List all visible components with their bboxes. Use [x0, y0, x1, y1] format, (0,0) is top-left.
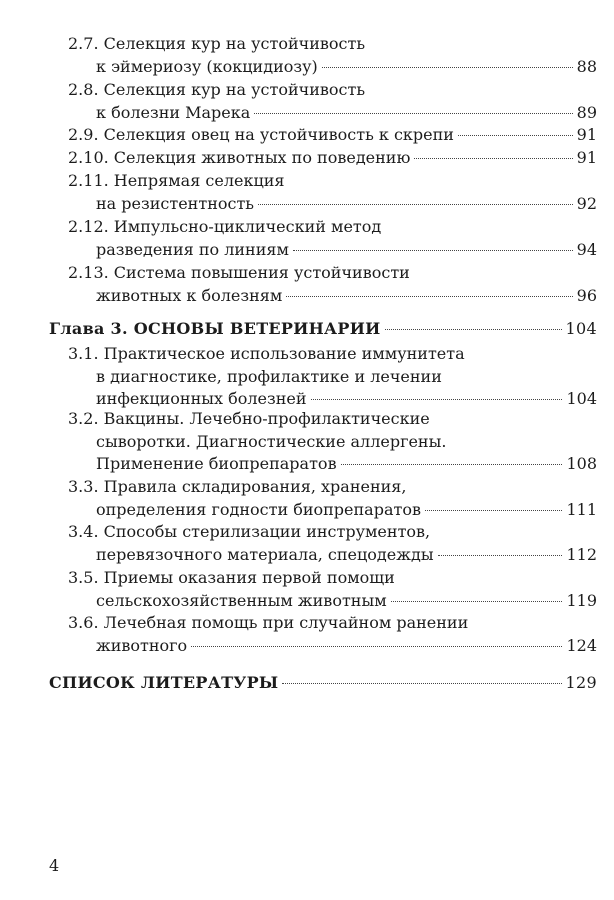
toc-entry-3-6: [68, 612, 597, 657]
toc-page-number: 119: [566, 590, 597, 610]
toc-entry-title-cont: определения годности биопрепаратов: [96, 499, 421, 519]
toc-page-number: 88: [576, 56, 597, 76]
toc-page-number: 104: [566, 389, 597, 408]
toc-entry-title: 2.7. Селекция кур на устойчивость: [68, 34, 366, 53]
toc-chapter-3: [49, 318, 597, 341]
toc-entry-title-cont: перевязочного материала, спецодежды: [96, 544, 434, 564]
dot-leader: [414, 158, 572, 159]
toc-entry-title-cont: инфекционных болезней: [96, 389, 307, 408]
toc-entry-title: 3.4. Способы стерилизации инструментов,: [68, 522, 431, 541]
toc-entry-title-cont: в диагностике, профилактике и лечении: [96, 366, 442, 386]
toc-entry-3-5: [68, 567, 597, 612]
references-title: СПИСОК ЛИТЕРАТУРЫ: [49, 673, 279, 692]
toc-entry-title-cont: к болезни Марека: [96, 102, 251, 122]
chapter-title: Глава 3. ОСНОВЫ ВЕТЕРИНАРИИ: [49, 319, 381, 338]
toc-page-number: 108: [566, 454, 597, 473]
toc-page-number: 91: [576, 125, 597, 144]
toc-page-number: 92: [576, 193, 597, 213]
toc-page-number: 111: [566, 499, 597, 519]
toc-entry-title: 2.9. Селекция овец на устойчивость к скрепи: [68, 125, 454, 144]
toc-entry-title-cont: животного: [96, 635, 188, 655]
toc-entry-title: 3.6. Лечебная помощь при случайном ранении: [68, 613, 469, 632]
page-number: 4: [49, 856, 60, 875]
dot-leader: [425, 510, 562, 511]
toc-entry-title-cont: на резистентность: [96, 193, 255, 213]
toc-page-number: 112: [566, 544, 597, 564]
toc-entry-title-cont: сельскохозяйственным животным: [96, 590, 387, 610]
toc-entry-2-8: [68, 79, 597, 124]
toc-entry-title: 2.13. Система повышения устойчивости: [68, 263, 410, 282]
dot-leader: [254, 113, 572, 114]
dot-leader: [258, 204, 573, 205]
toc-entry-title: 3.1. Практическое использование иммунитета: [68, 344, 465, 363]
toc-entry-title: 2.12. Импульсно-циклический метод: [68, 217, 382, 236]
dot-leader: [322, 67, 573, 68]
toc-page-number: 94: [576, 239, 597, 259]
toc-entry-2-7: [68, 33, 597, 78]
toc-entry-3-1: [68, 343, 597, 411]
dot-leader: [341, 464, 563, 465]
toc-entry-title: 3.3. Правила складирования, хранения,: [68, 477, 407, 496]
toc-page-number: 124: [566, 635, 597, 655]
toc-entry-title-cont: животных к болезням: [96, 285, 283, 305]
toc-page-number: 129: [565, 673, 597, 692]
toc-entry-2-12: [68, 216, 597, 261]
toc-entry-title: 3.2. Вакцины. Лечебно-профилактические: [68, 409, 430, 428]
toc-entry-title: 2.8. Селекция кур на устойчивость: [68, 80, 366, 99]
toc-page-number: 91: [576, 148, 597, 167]
toc-entry-2-10: [68, 147, 597, 170]
toc-entry-title-cont: Применение биопрепаратов: [96, 454, 337, 473]
toc-entry-title: 3.5. Приемы оказания первой помощи: [68, 568, 395, 587]
toc-entry-2-13: [68, 262, 597, 307]
dot-leader: [191, 646, 562, 647]
toc-entry-3-4: [68, 521, 597, 566]
toc-references: [49, 672, 597, 695]
dot-leader: [391, 601, 563, 602]
dot-leader: [286, 296, 572, 297]
toc-page-number: 89: [576, 102, 597, 122]
toc-entry-title-cont: разведения по линиям: [96, 239, 289, 259]
toc-entry-title: 2.11. Непрямая селекция: [68, 171, 285, 190]
dot-leader: [311, 399, 563, 400]
toc-entry-3-3: [68, 476, 597, 521]
dot-leader: [438, 555, 563, 556]
toc-entry-title-cont: к эймериозу (кокцидиозу): [96, 56, 318, 76]
toc-page-number: 96: [576, 285, 597, 305]
toc-entry-title: 2.10. Селекция животных по поведению: [68, 148, 411, 167]
dot-leader: [385, 329, 562, 330]
toc-entry-3-2: [68, 408, 597, 476]
dot-leader: [458, 135, 573, 136]
toc-page-number: 104: [565, 319, 597, 338]
toc-entry-title-cont: сыворотки. Диагностические аллергены.: [96, 431, 447, 451]
toc-entry-2-9: [68, 124, 597, 147]
dot-leader: [282, 683, 561, 684]
dot-leader: [293, 250, 573, 251]
toc-entry-2-11: [68, 170, 597, 215]
